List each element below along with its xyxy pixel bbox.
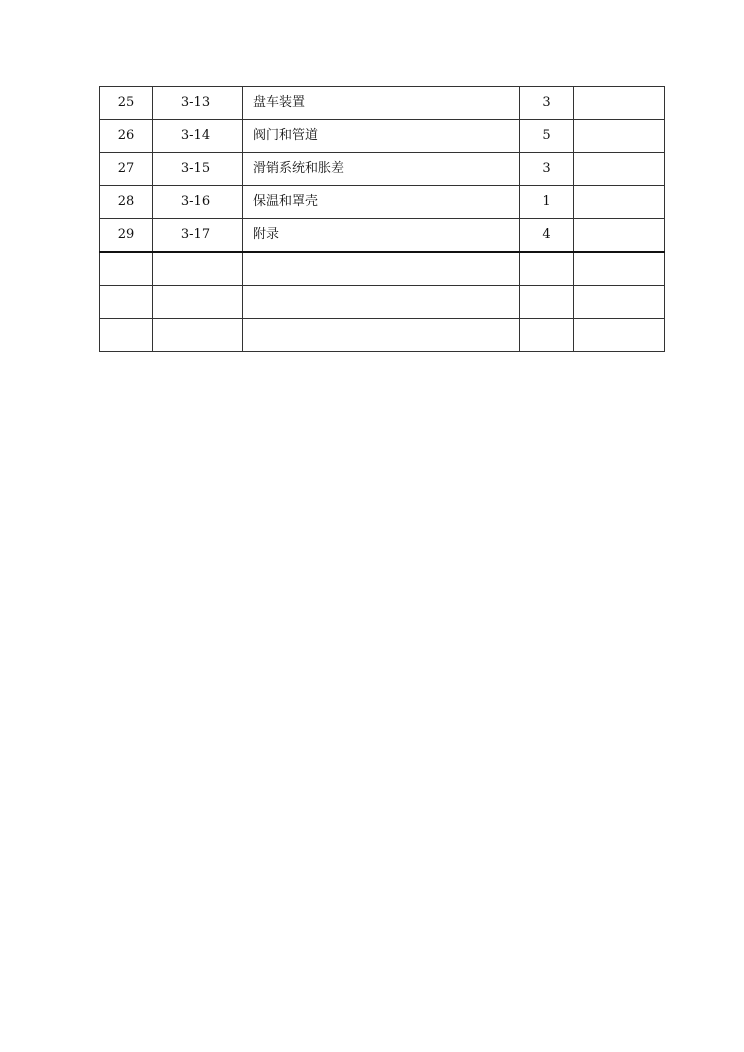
section-title: [243, 319, 520, 352]
table-row: [100, 286, 665, 319]
page-count: 4: [520, 219, 574, 253]
page-count: 3: [520, 87, 574, 120]
remarks-cell: [574, 186, 665, 219]
page-count: [520, 286, 574, 319]
section-code-text: 3-17: [180, 227, 211, 242]
section-title: 阀门和管道: [243, 120, 520, 153]
remarks-cell: [574, 252, 665, 286]
row-number: [100, 286, 153, 319]
section-code-text: 3-16: [180, 194, 211, 209]
table-row: [100, 219, 665, 253]
section-code: [153, 87, 243, 120]
remarks-cell: [574, 87, 665, 120]
page-count: 5: [520, 120, 574, 153]
section-code: [153, 252, 243, 286]
section-title: [243, 252, 520, 286]
section-code: [153, 319, 243, 352]
table-row: [100, 153, 665, 186]
row-number: [100, 319, 153, 352]
section-code: [153, 186, 243, 219]
table-row: [100, 87, 665, 120]
section-title: 保温和罩壳: [243, 186, 520, 219]
section-code-text: 3-15: [180, 161, 211, 176]
page-count: [520, 319, 574, 352]
remarks-cell: [574, 153, 665, 186]
section-code: [153, 153, 243, 186]
section-code: [153, 219, 243, 253]
section-title: 盘车装置: [243, 87, 520, 120]
row-number: 28: [100, 186, 153, 219]
section-code-text: 3-13: [180, 95, 211, 110]
remarks-cell: [574, 120, 665, 153]
section-code: [153, 120, 243, 153]
table-row: [100, 252, 665, 286]
remarks-cell: [574, 319, 665, 352]
page-count: 1: [520, 186, 574, 219]
section-title: 附录: [243, 219, 520, 253]
table-row: [100, 120, 665, 153]
row-number: [100, 252, 153, 286]
section-title: 滑销系统和胀差: [243, 153, 520, 186]
section-title: [243, 286, 520, 319]
page-count: [520, 252, 574, 286]
remarks-cell: [574, 286, 665, 319]
row-number: 25: [100, 87, 153, 120]
section-code: [153, 286, 243, 319]
row-number: 29: [100, 219, 153, 253]
table-row: [100, 319, 665, 352]
row-number: 26: [100, 120, 153, 153]
table-row: [100, 186, 665, 219]
page-count: 3: [520, 153, 574, 186]
section-code-text: 3-14: [180, 128, 211, 143]
document-index-table: [99, 86, 665, 352]
remarks-cell: [574, 219, 665, 253]
row-number: 27: [100, 153, 153, 186]
